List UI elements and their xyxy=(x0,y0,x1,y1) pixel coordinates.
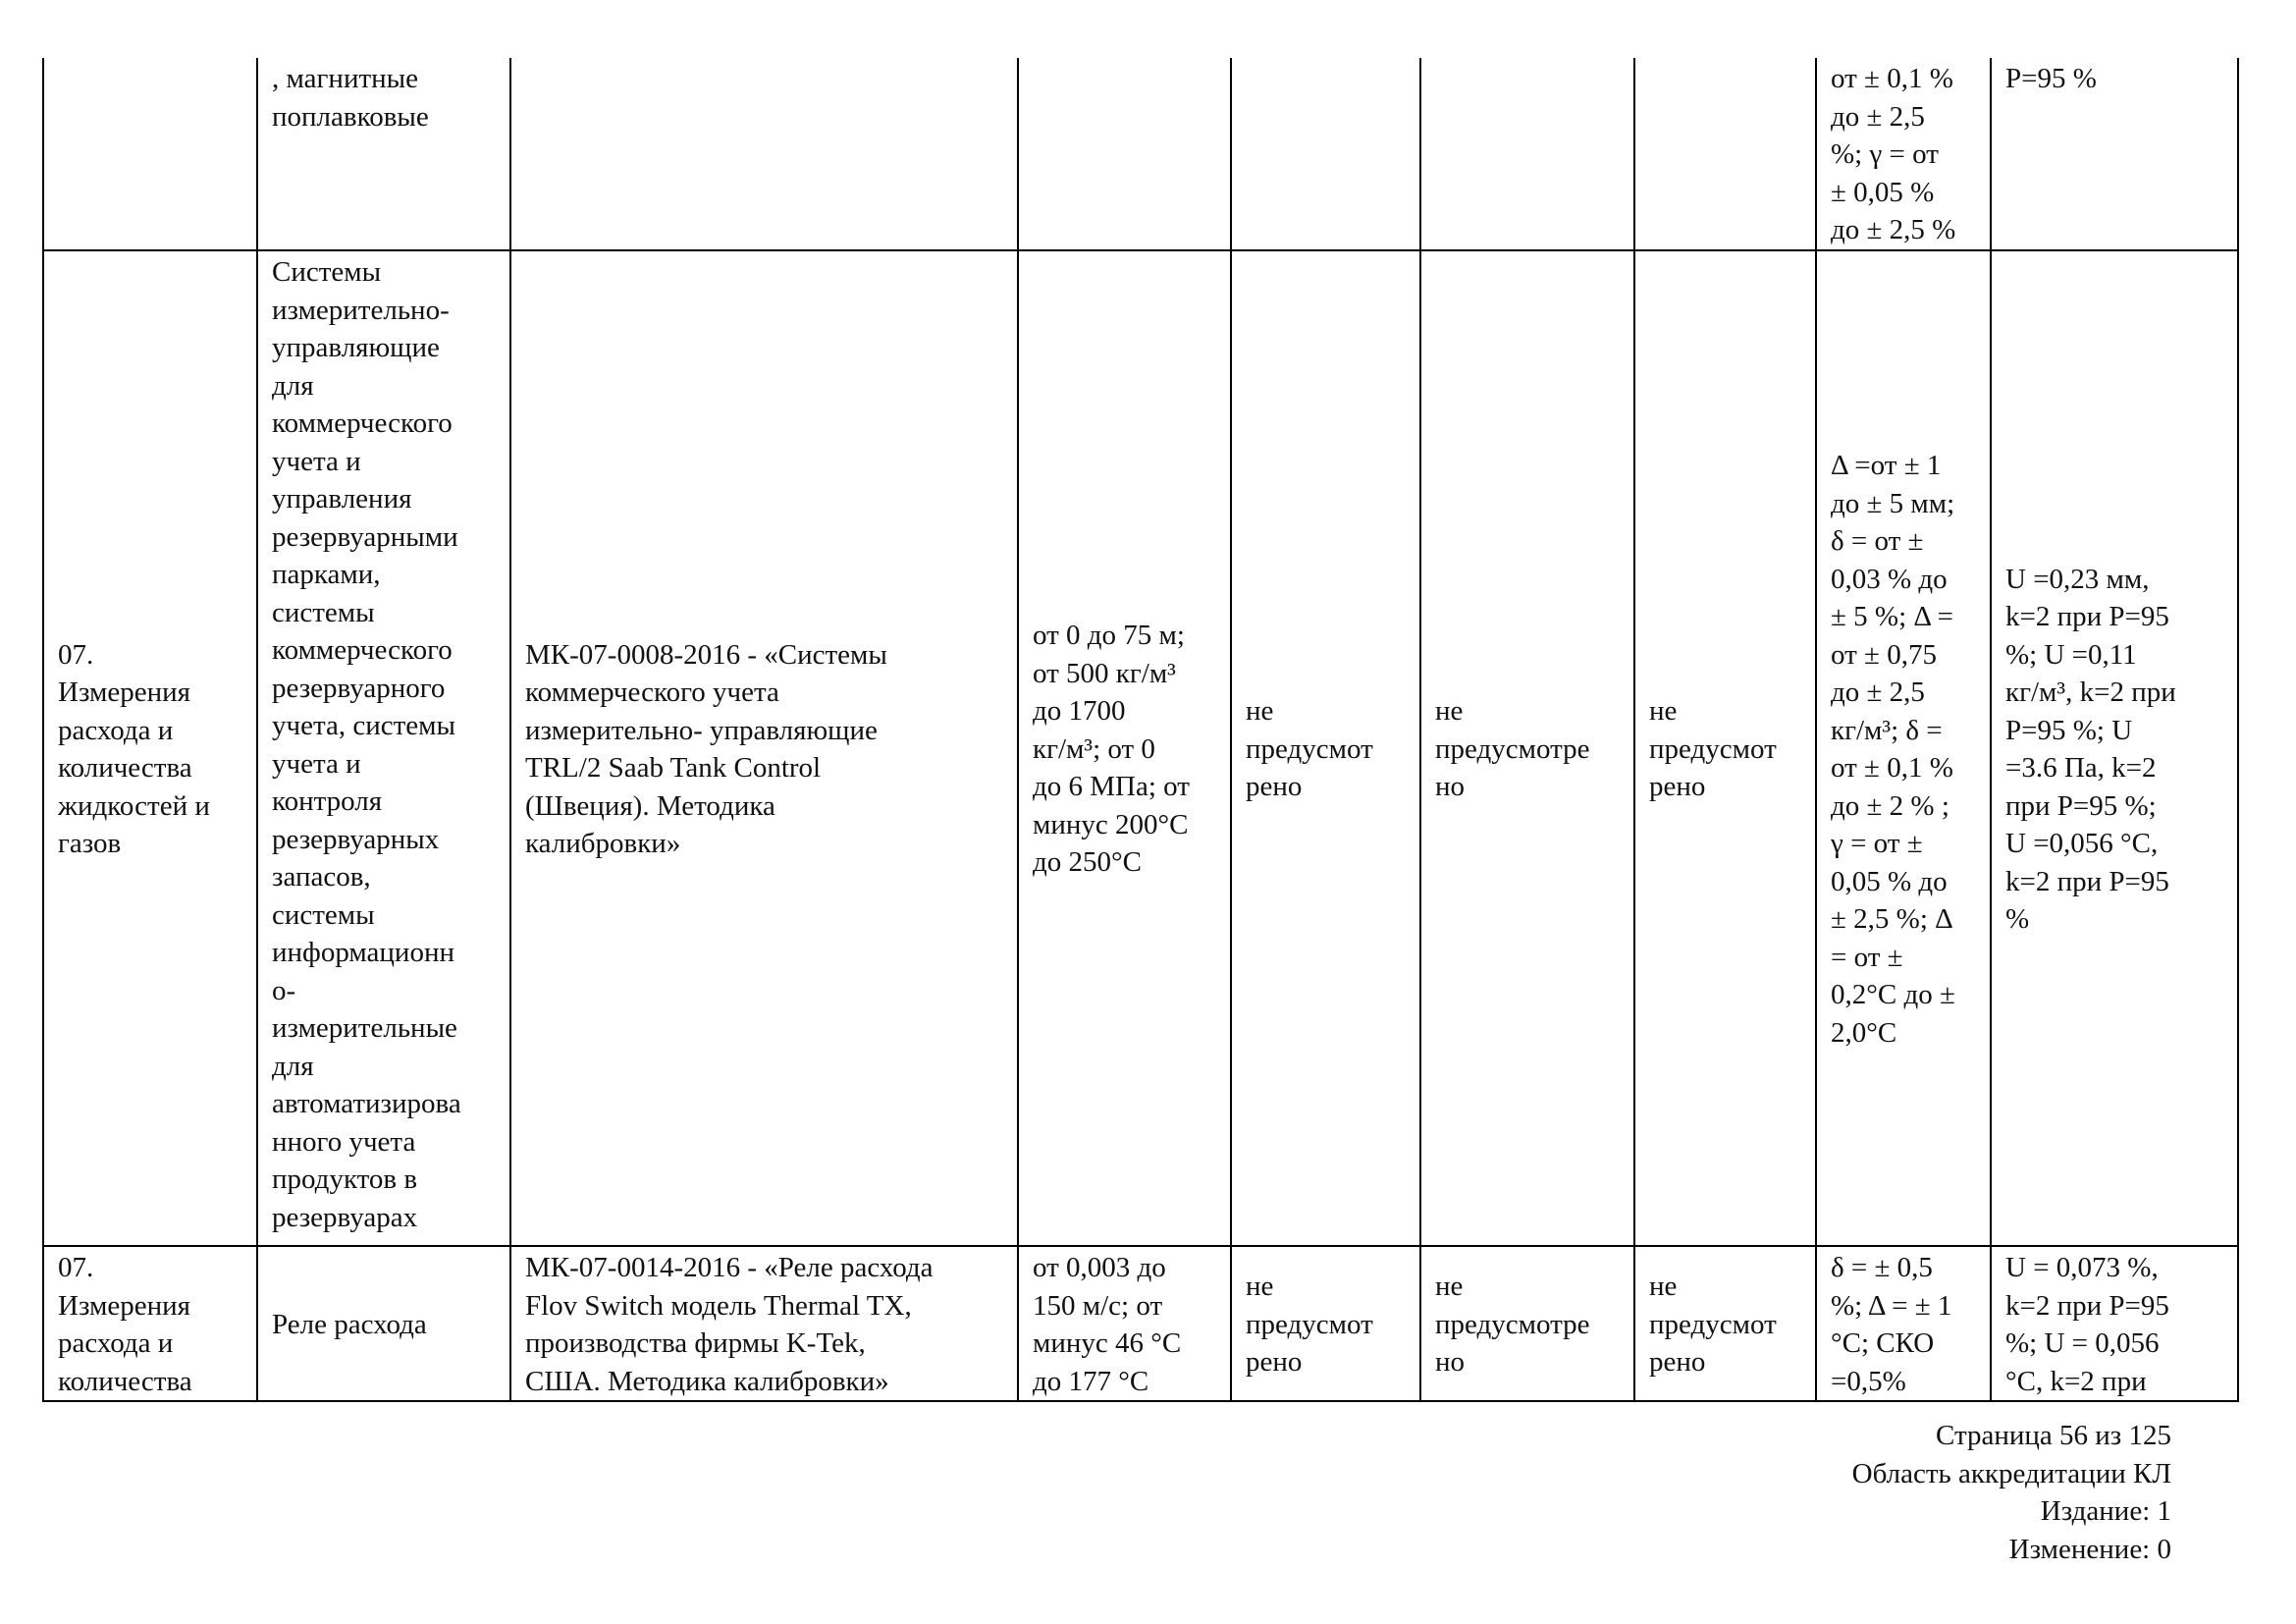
page-number: Страница 56 из 125 xyxy=(1935,1420,2171,1451)
cell-field: 07. Измерения расхода и количества xyxy=(43,1246,257,1401)
cell-accuracy: Δ =от ± 1 до ± 5 мм; δ = от ± 0,03 % до ± 5 %; Δ = от ± 0,75 до ± 2,5 кг/м³; δ = от ± 0,1 % до ± 2 % ; γ = от ± 0,05 % до ± 2,5 %; Δ = от ± 0,2°С до ± 2,0°С xyxy=(1816,250,1991,1246)
cell-field: 07. Измерения расхода и количества жидкостей и газов xyxy=(43,250,257,1246)
cell-range: от 0 до 75 м; от 500 кг/м³ до 1700 кг/м³; от 0 до 6 МПа; от минус 200°С до 250°С xyxy=(1018,250,1231,1246)
cell-range: от 0,003 до 150 м/с; от минус 46 °С до 177 °С xyxy=(1018,1246,1231,1401)
cell-c5: не предусмот рено xyxy=(1231,250,1420,1246)
table-row xyxy=(43,250,2238,1246)
cell-accuracy: от ± 0,1 % до ± 2,5 %; γ = от ± 0,05 % до ± 2,5 % xyxy=(1816,58,1991,250)
cell-c5 xyxy=(1231,58,1420,250)
cell-accuracy: δ = ± 0,5 %; Δ = ± 1 °С; СКО =0,5% xyxy=(1816,1246,1991,1401)
table-row xyxy=(43,1246,2238,1401)
table-row xyxy=(43,58,2238,250)
cell-c6 xyxy=(1420,58,1634,250)
cell-method: МК-07-0008-2016 - «Системы коммерческого учета измерительно- управляющие TRL/2 Saab Tank Control (Швеция). Методика калибровки» xyxy=(510,250,1018,1246)
cell-field xyxy=(43,58,257,250)
change-number: Изменение: 0 xyxy=(2008,1533,2171,1565)
cell-uncertainty: U = 0,073 %, k=2 при P=95 %; U = 0,056 °С, k=2 при xyxy=(1991,1246,2238,1401)
accreditation-table xyxy=(42,58,2239,1402)
cell-object: Реле расхода xyxy=(257,1246,510,1401)
cell-c7 xyxy=(1634,58,1816,250)
cell-c6: не предусмотре но xyxy=(1420,1246,1634,1401)
cell-c7: не предусмот рено xyxy=(1634,250,1816,1246)
cell-object: , магнитные поплавковые xyxy=(257,58,510,250)
cell-object: Системы измерительно- управляющие для коммерческого учета и управления резервуарными парками, системы коммерческого резервуарного учета, системы учета и контроля резервуарных запасов, системы информационн о- измерительные для автоматизирова нного учета продуктов в резервуарах xyxy=(257,250,510,1246)
cell-method: МК-07-0014-2016 - «Реле расхода Flov Switch модель Thermal TX, производства фирмы K-Tek, США. Методика калибровки» xyxy=(510,1246,1018,1401)
cell-method xyxy=(510,58,1018,250)
cell-range xyxy=(1018,58,1231,250)
edition-number: Издание: 1 xyxy=(2040,1495,2171,1527)
cell-c6: не предусмотре но xyxy=(1420,250,1634,1246)
cell-uncertainty: U =0,23 мм, k=2 при P=95 %; U =0,11 кг/м³, k=2 при P=95 %; U =3.6 Па, k=2 при P=95 %; U =0,056 °С, k=2 при P=95 % xyxy=(1991,250,2238,1246)
cell-c7: не предусмот рено xyxy=(1634,1246,1816,1401)
page-footer xyxy=(1852,1417,2171,1568)
cell-uncertainty: P=95 % xyxy=(1991,58,2238,250)
cell-c5: не предусмот рено xyxy=(1231,1246,1420,1401)
accreditation-scope: Область аккредитации КЛ xyxy=(1851,1457,2171,1489)
